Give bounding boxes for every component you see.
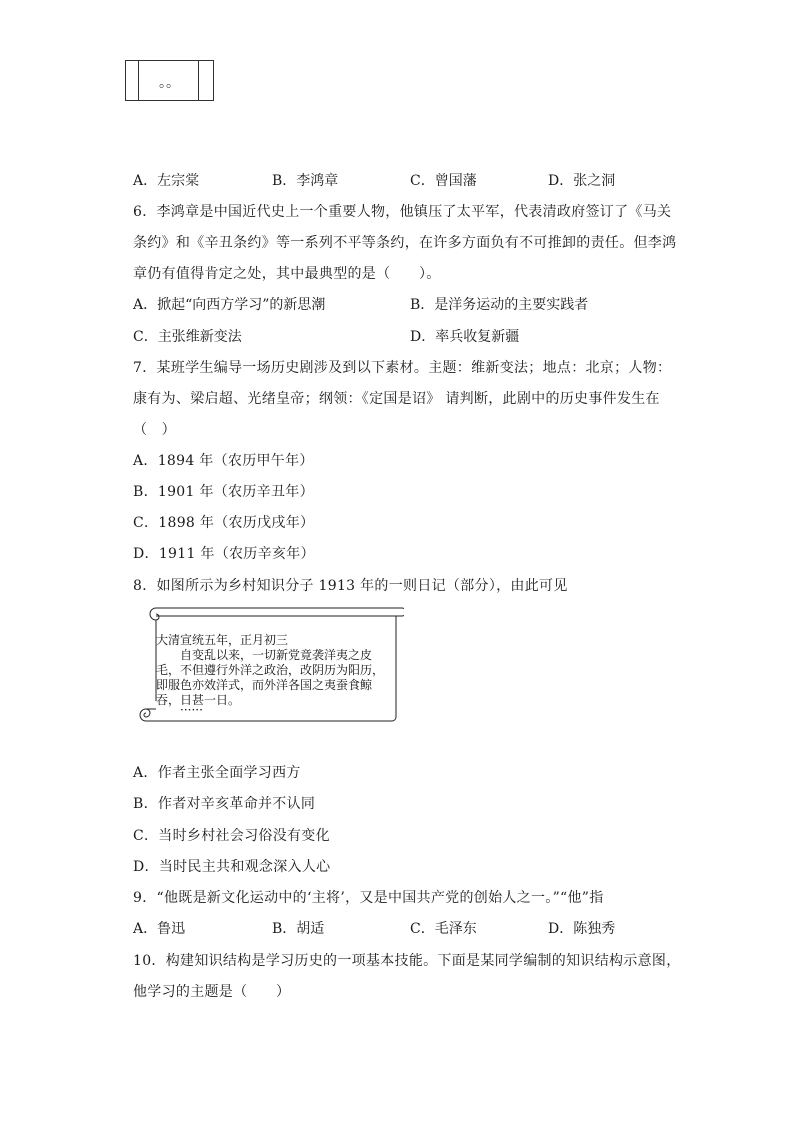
q8-stem: 8．如图所示为乡村知识分子 1913 年的一则日记（部分），由此可见 — [133, 578, 568, 594]
q6-option-a: A．掀起“向西方学习”的新思潮 — [133, 297, 326, 313]
q8-option-c: C．当时乡村社会习俗没有变化 — [133, 828, 330, 844]
q9-stem: 9．“他既是新文化运动中的‘主将’，又是中国共产党的创始人之一。”“他”指 — [133, 890, 604, 906]
q10-stem-line-1: 10．构建知识结构是学习历史的一项基本技能。下面是某同学编制的知识结构示意图， — [133, 953, 681, 969]
q9-option-c: C．毛泽东 — [410, 921, 477, 937]
q9-option-a: A．鲁迅 — [133, 921, 186, 937]
top-box-text: 。。 — [159, 75, 180, 91]
q6-stem-line-2: 条约》和《辛丑条约》等一系列不平等条约，在许多方面负有不可推卸的责任。但李鸿 — [133, 235, 677, 251]
q6-stem-line-1: 6．李鸿章是中国近代史上一个重要人物，他镇压了太平军，代表清政府签订了《马关 — [133, 204, 672, 220]
q10-stem-line-2: 他学习的主题是（ ） — [133, 984, 291, 1000]
diary-line-6: ······ — [156, 703, 203, 717]
q7-option-d: D．1911 年（农历辛亥年） — [133, 546, 315, 562]
diary-scroll-image — [134, 605, 404, 725]
q7-stem-line-3: （ ） — [133, 422, 176, 438]
q8-option-b: B．作者对辛亥革命并不认同 — [133, 796, 316, 812]
q7-stem-line-2: 康有为、梁启超、光绪皇帝；纲领：《定国是诏》 请判断，此剧中的历史事件发生在 — [133, 391, 660, 407]
diary-line-4: 即服色亦效洋式，而外洋各国之夷蚕食鲸 — [156, 678, 373, 692]
q8-option-d: D．当时民主共和观念深入人心 — [133, 859, 331, 875]
q6-option-d: D．率兵收复新疆 — [410, 329, 520, 345]
q6-stem-line-3: 章仍有值得肯定之处，其中最典型的是（ ）。 — [133, 266, 441, 282]
q5-option-b: B．李鸿章 — [272, 173, 339, 189]
diary-line-2: 自变乱以来，一切新党竟袭洋夷之皮 — [156, 648, 373, 662]
q6-option-c: C．主张维新变法 — [133, 329, 242, 345]
q6-option-b: B．是洋务运动的主要实践者 — [410, 297, 589, 313]
q5-option-a: A．左宗棠 — [133, 173, 200, 189]
diary-line-5: 吞，日甚一日。 — [156, 693, 241, 707]
top-box — [125, 60, 214, 101]
q7-option-c: C．1898 年（农历戊戌年） — [133, 515, 315, 531]
q7-stem-line-1: 7．某班学生编导一场历史剧涉及到以下素材。主题：维新变法；地点：北京；人物： — [133, 360, 672, 376]
q7-option-b: B．1901 年（农历辛丑年） — [133, 484, 314, 500]
q7-option-a: A．1894 年（农历甲午年） — [133, 453, 314, 469]
q9-option-d: D．陈独秀 — [548, 921, 616, 937]
q5-option-c: C．曾国藩 — [410, 173, 477, 189]
q8-option-a: A．作者主张全面学习西方 — [133, 765, 301, 781]
diary-line-3: 毛，不但遵行外洋之政治，改阴历为阳历， — [156, 663, 385, 677]
diary-line-1: 大清宣统五年，正月初三 — [156, 633, 289, 647]
q9-option-b: B．胡适 — [272, 921, 325, 937]
q5-option-d: D．张之洞 — [548, 173, 616, 189]
